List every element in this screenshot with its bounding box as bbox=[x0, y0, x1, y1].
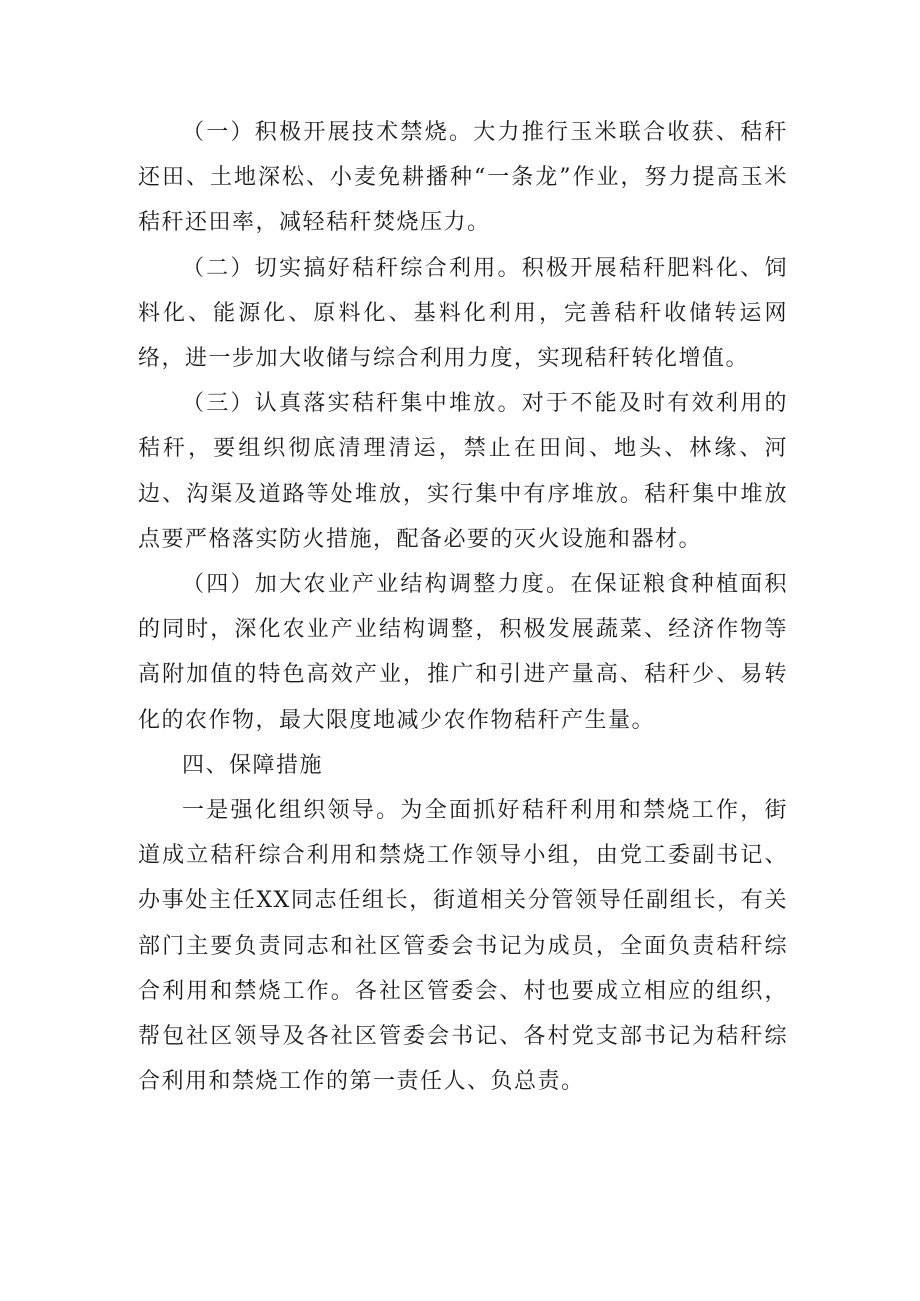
paragraph-technical-ban: （一）积极开展技术禁烧。大力推行玉米联合收获、秸秆还田、土地深松、小麦免耕播种“一条龙”作业，努力提高玉米秸秆还田率，减轻秸秆焚烧压力。 bbox=[138, 120, 788, 236]
paragraph-straw-stacking: （三）认真落实秸秆集中堆放。对于不能及时有效利用的秸秆，要组织彻底清理清运，禁止在田间、地头、林缘、河边、沟渠及道路等处堆放，实行集中有序堆放。秸秆集中堆放点要严格落实防火措施，配备必要的灭火设施和器材。 bbox=[138, 391, 788, 552]
paragraph-organization-leadership: 一是强化组织领导。为全面抓好秸秆利用和禁烧工作，街道成立秸秆综合利用和禁烧工作领导小组，由党工委副书记、办事处主任XX同志任组长，街道相关分管领导任副组长，有关部门主要负责同志和社区管委会书记为成员，全面负责秸秆综合利用和禁烧工作。各社区管委会、村也要成立相应的组织，帮包社区领导及各社区管委会书记、各村党支部书记为秸秆综合利用和禁烧工作的第一责任人、负总责。 bbox=[138, 798, 788, 1095]
paragraph-straw-utilization: （二）切实搞好秸秆综合利用。积极开展秸秆肥料化、饲料化、能源化、原料化、基料化利用，完善秸秆收储转运网络，进一步加大收储与综合利用力度，实现秸秆转化增值。 bbox=[138, 255, 788, 372]
section-heading-safeguards: 四、保障措施 bbox=[182, 752, 324, 778]
paragraph-industry-adjustment: （四）加大农业产业结构调整力度。在保证粮食种植面积的同时，深化农业产业结构调整，积极发展蔬菜、经济作物等高附加值的特色高效产业，推广和引进产量高、秸秆少、易转化的农作物，最大限度地减少农作物秸秆产生量。 bbox=[138, 572, 788, 733]
document-body bbox=[138, 110, 788, 1104]
